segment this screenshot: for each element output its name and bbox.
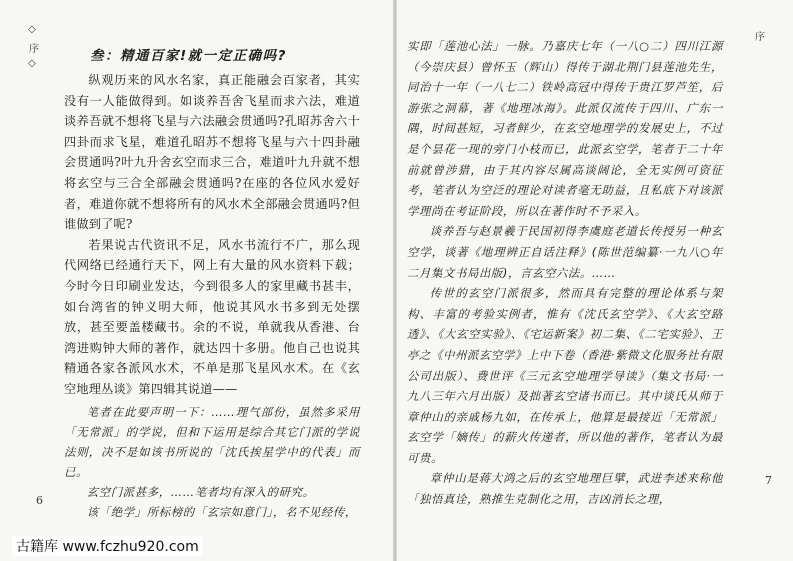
quote-block — [64, 402, 360, 522]
quote-text: 笔者在此要声明一下：……理气部份，虽然多采用「无常派」的学说，但和下运用是综合其它门派的学说法则，决不是如该书所说的「沈氏挨星学中的代表」而已。 — [64, 405, 360, 479]
left-body-text — [64, 70, 360, 400]
preface-header: 序 — [29, 44, 39, 55]
paragraph: 谈养吾与赵景羲于民国初得李虞庭老道长传授另一种玄空学，谈著《地理辨正自话注释》(陈世范编纂·一九八○年二月集文书局出版)，言玄空六法。…… — [407, 224, 723, 280]
paragraph: 实即「莲池心法」一脉。乃嘉庆七年（一八○二）四川江源（今崇庆县）曾怀玉（辉山）得传于湖北荆门县莲池先生，同治十一年（一八七二）铁岭高冠中得传于贵江罗芦笙，后游张之洞幕，著《地理冰海》。此派仅流传于四川、广东一隅，时间甚短，习者鲜少，在玄空地理学的发展史上，不过是个昙花一现的旁门小枝而已，此派玄空学，笔者于二十年前就曾涉猎，由于其内容尽属高谈阔论，全无实例可资征考，笔者认为空泛的理论对读者毫无助益，且私底下对该派学理尚在考证阶段，所以在著作时不予采入。 — [407, 39, 723, 218]
paragraph: 章仲山是蒋大鸿之后的玄空地理巨擘，武进李述来称他「独悟真诠，熟推生克制化之用，吉凶消长之理， — [407, 471, 723, 507]
section-heading: 叁：精通百家!就一定正确吗? — [90, 48, 287, 64]
paragraph: 若果说古代资讯不足，风水书流行不广，那么现代网络已经通行天下，网上有大量的风水资料下载；今时今日印刷业发达，今到很多人的家里藏书甚丰，如台湾省的钟义明大师，他说其风水书多到无处摆放，甚至要盖楼藏书。余的不说，单就我从香港、台湾进购钟大师的著作，就达四十多册。他自己也说其精通各家各派风水术，不单是那飞星风水术。在《玄空地理丛谈》第四辑其说道—— — [64, 237, 360, 396]
site-watermark: 古籍库 www.fczhu920.com — [12, 536, 203, 556]
page-number: 7 — [765, 474, 772, 487]
quote-text: 该「绝学」所标榜的「玄宗如意门」，名不见经传， — [86, 505, 357, 519]
right-quote-block — [407, 36, 723, 510]
quote-text: 玄空门派甚多，……笔者均有深入的研究。 — [86, 485, 315, 499]
page-number: 6 — [36, 494, 43, 507]
preface-header: 序 — [755, 32, 765, 43]
left-page — [0, 0, 396, 561]
paragraph: 纵观历来的风水名家，真正能融会百家者，其实没有一人能做得到。如谈养吾舍飞星而求六法，难道谈养吾就不想将飞星与六法融会贯通吗?孔昭苏舍六十四卦而求飞星，难道孔昭苏不想将飞星与六十四卦融会贯通吗?叶九升舍玄空而求三合，难道叶九升就不想将玄空与三合全部融会贯通吗?在座的各位风水爱好者，难道你就不想将所有的风水术全部融会贯通吗?但谁做到了呢? — [64, 73, 360, 232]
diamond-mark-icon: ◇ — [28, 58, 36, 69]
diamond-mark-icon: ◇ — [28, 24, 36, 35]
right-page — [397, 0, 793, 561]
paragraph: 传世的玄空门派很多，然而具有完整的理论体系与架构、丰富的考验实例者，惟有《沈氏玄空学》、《大玄空路透》、《大玄空实验》、《宅运新案》初二集、《二宅实验》、王亭之《中州派玄空学》上中下卷（香港·紫微文化服务社有限公司出版）、费世评《三元玄空地理学导读》（集文书局·一九八三年六月出版）及拙著玄空诸书而已。其中谈氏从师于章仲山的亲戚杨九如，在传承上，他算是最接近「无常派」玄空学「嫡传」的薪火传递者，所以他的著作，笔者认为最可贵。 — [407, 286, 723, 465]
